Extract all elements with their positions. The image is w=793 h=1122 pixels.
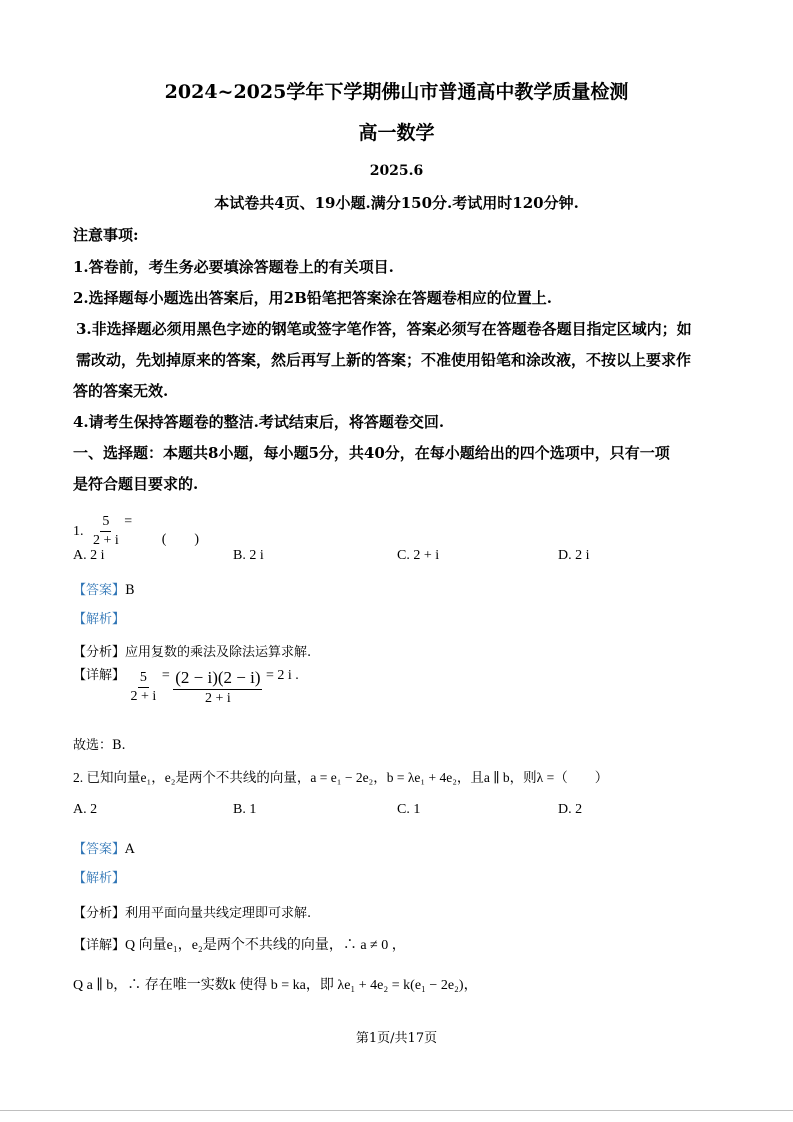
page-bottom-divider (0, 1110, 793, 1111)
fenxi-line: 【分析】利用平面向量共线定理即可求解. (73, 906, 312, 921)
note-item: 需改动，先划掉原来的答案，然后再写上新的答案；不准使用铅笔和涂改液，不按以上要求作 (76, 351, 692, 369)
notes-heading: 注意事项: (73, 226, 139, 244)
option-b: B. 2 i (233, 548, 264, 563)
answer-value: A (125, 842, 135, 857)
option-a: A. 2 i (73, 548, 105, 563)
page-number: 第1页/共17页 (355, 1031, 438, 1046)
fraction: $\frac{(2 - i)(2 - i)}{2 + i}$ (175, 668, 261, 706)
option-c: C. 1 (397, 802, 421, 817)
detail-line: 【详解】 $\frac{5}{2 + i}$ = $\frac{(2 - i)(2 - i)}{2 + i}$ = 2 i . (73, 666, 299, 706)
select-line: 故选：B. (73, 738, 126, 753)
answer-value: B (125, 583, 135, 598)
analysis-tag: 【解析】 (73, 612, 126, 627)
note-item: 2.选择题每小题选出答案后，用2B铅笔把答案涂在答题卷相应的位置上. (73, 289, 552, 307)
question-1: 1. $\frac{5}{2 + i}$ = ( ) (73, 514, 200, 549)
note-item: 1.答卷前，考生务必要填涂答题卷上的有关项目. (73, 258, 394, 276)
detail-line: 【详解】Q 向量e₁，e₂是两个不共线的向量，∴ a ≠ 0 ， (73, 938, 406, 953)
option-c: C. 2 + i (397, 548, 440, 563)
option-b: B. 1 (233, 802, 257, 817)
option-a: A. 2 (73, 802, 98, 817)
option-d: D. 2 (558, 802, 583, 817)
note-item: 答的答案无效. (73, 382, 169, 400)
note-item: 3.非选择题必须用黑色字迹的钢笔或签字笔作答，答案必须写在答题卷各题目指定区域内；如 (76, 320, 692, 338)
detail-line-2: Q a ∥ b，∴ 存在唯一实数k 使得 b = ka，即 λe₁ + 4e₂ = k(e₁ − 2e₂)， (73, 978, 478, 993)
answer-tag: 【答案】 (73, 583, 126, 598)
fraction: $\frac{5}{2 + i}$ (93, 514, 119, 549)
fraction: $\frac{5}{2 + i}$ (130, 670, 157, 704)
option-d: D. 2 i (558, 548, 590, 563)
exam-info: 本试卷共4页、19小题.满分150分.考试用时120分钟. (214, 194, 579, 212)
exam-date: 2025.6 (369, 163, 424, 179)
note-item: 4.请考生保持答题卷的整洁.考试结束后，将答题卷交回. (73, 413, 445, 431)
section-heading-cont: 是符合题目要求的. (73, 475, 199, 493)
answer-tag: 【答案】 (73, 842, 126, 857)
analysis-tag: 【解析】 (73, 871, 126, 886)
question-2: 2. 已知向量e₁，e₂是两个不共线的向量，a = e₁ − 2e₂，b = λe₁ + 4e₂，且a ∥ b，则λ =（ ） (73, 770, 609, 785)
fenxi-line: 【分析】应用复数的乘法及除法运算求解. (73, 645, 312, 660)
exam-subject: 高一数学 (358, 122, 435, 144)
section-heading: 一、选择题：本题共8小题，每小题5分，共40分，在每小题给出的四个选项中，只有一项 (73, 444, 670, 462)
exam-title: 2024~2025学年下学期佛山市普通高中教学质量检测 (164, 81, 629, 103)
answer-line (73, 838, 134, 857)
answer-line (73, 579, 135, 598)
